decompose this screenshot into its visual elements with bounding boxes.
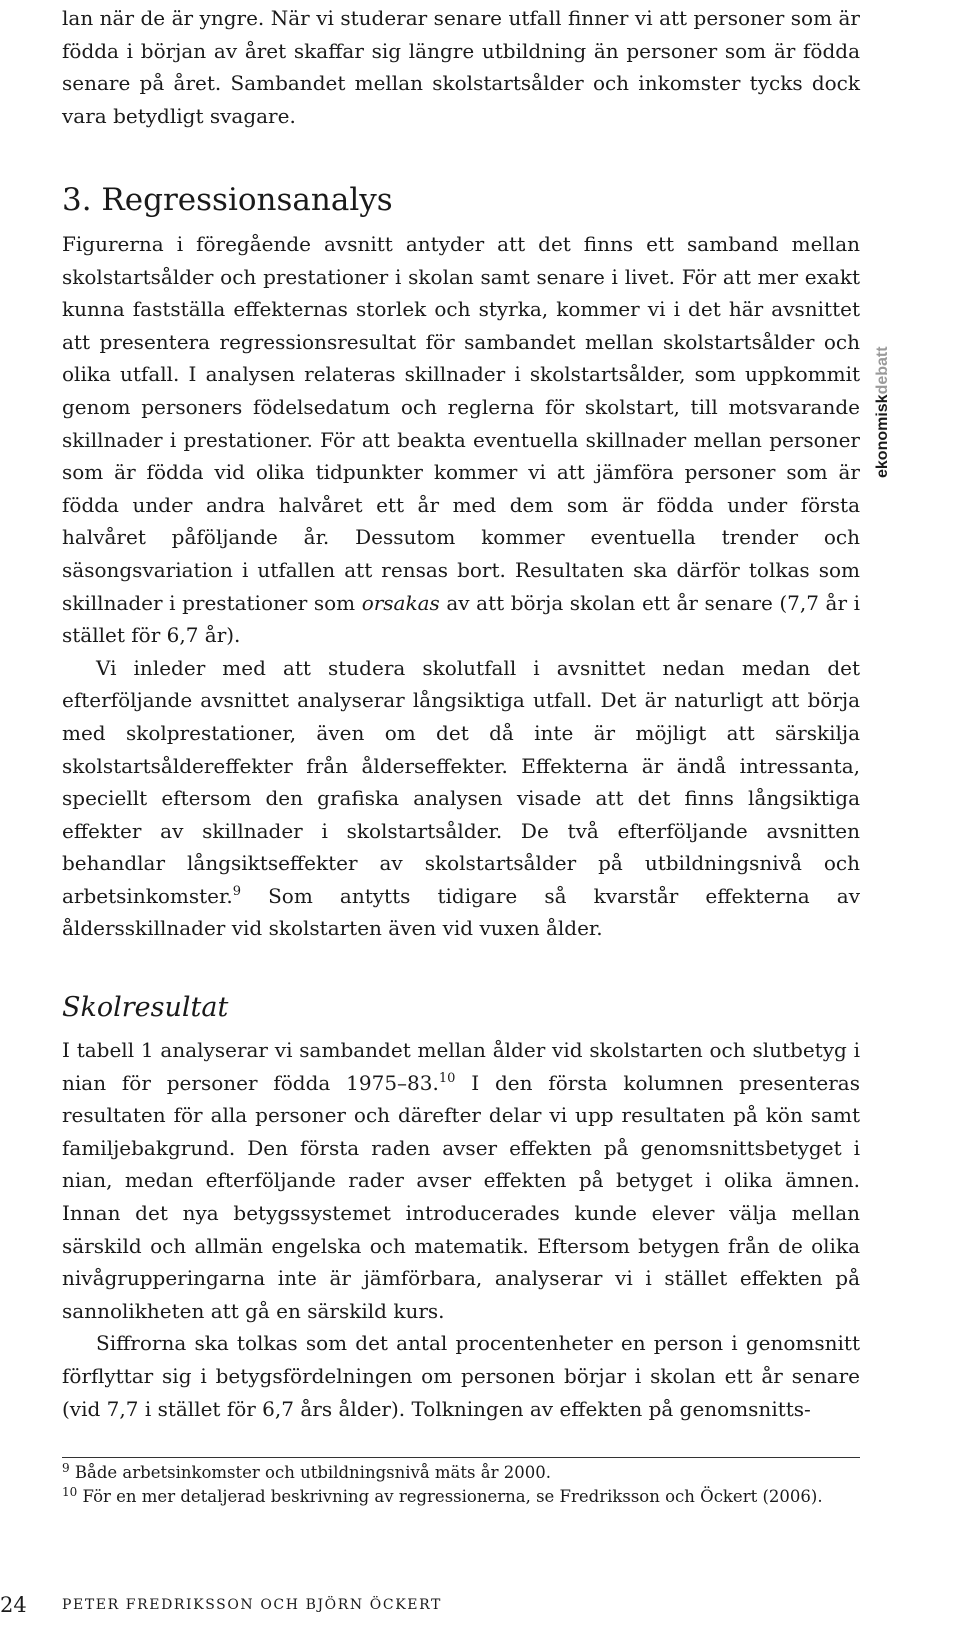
sub-p1-text-a: I tabell 1 analyserar vi sambandet mellan ålder vid skolstarten och slutbetyg i nian för personer födda 1975–83. (62, 1038, 860, 1095)
section-body (62, 228, 860, 945)
running-footer: PETER FREDRIKSSON OCH BJÖRN ÖCKERT (62, 1597, 442, 1613)
section-p1-text-b: av att börja skolan ett år senare (7,7 år i stället för 6,7 år). (62, 590, 860, 648)
section-p2-text-a: Vi inleder med att studera skolutfall i avsnittet nedan medan det efterföljande avsnittet analyserar långsiktiga utfall. Det är naturligt att börja med skolprestationer, även om det då inte är möjligt att särskilja skolstartsåldereffekter från ålderseffekter. Effekterna är ändå intressanta, speciellt eftersom den grafiska analysen visade att det finns långsiktiga effekter av skillnader i skolstartsålder. De två efterföljande avsnitten behandlar långsiktseffekter av skolstartsålder på utbildningsnivå och arbetsinkomster. (62, 655, 860, 908)
sidebar-logo-dark: ekonomisk (874, 394, 891, 478)
footnote-mark: 10 (62, 1485, 78, 1499)
footnote-10 (62, 1486, 860, 1508)
section-heading: 3. Regressionsanalys (62, 182, 393, 218)
footnote-text: För en mer detaljerad beskrivning av regressionerna, se Fredriksson och Öckert (2006). (82, 1487, 823, 1506)
journal-sidebar-logo (872, 278, 896, 478)
footnote-divider (62, 1457, 860, 1458)
page-number: 24 (0, 1593, 27, 1617)
section-paragraph-2 (62, 652, 860, 945)
subsection-heading: Skolresultat (62, 992, 229, 1023)
intro-paragraph: lan när de är yngre. När vi studerar senare utfall finner vi att personer som är födda i början av året skaffar sig längre utbildning än personer som är födda senare på året. Sambandet mellan skolstartsålder och inkomster tycks dock vara betydligt svagare. (62, 6, 860, 128)
footnote-ref-10[interactable]: 10 (438, 1070, 456, 1086)
section-paragraph-1 (62, 228, 860, 652)
footnote-ref-9[interactable]: 9 (232, 883, 241, 899)
subsection-paragraph-2: Siffrorna ska tolkas som det antal procentenheter en person i genomsnitt förflyttar sig i betygsfördelningen om personen börjar i skolan ett år senare (vid 7,7 i stället för 6,7 års ålder). Tolkningen av effekten på genomsnitts- (62, 1331, 860, 1421)
sub-p1-text-b: I den första kolumnen presenteras resultaten för alla personer och därefter delar vi upp resultaten på kön samt familjebakgrund. Den första raden avser effekten på genomsnittsbetyget i nian, medan efterföljande rader avser effekten på betyget i olika ämnen. Innan det nya betygssystemet introducerades kunde elever välja mellan särskild och allmän engelska och matematik. Eftersom betygen från de olika nivågrupperingarna inte är jämförbara, analyserar vi i stället effekten på sannolikheten att gå en särskild kurs. (62, 1070, 860, 1323)
subsection-paragraph-1 (62, 1034, 860, 1327)
section-p1-text-a: Figurerna i föregående avsnitt antyder att det finns ett samband mellan skolstartsålder och prestationer i skolan samt senare i livet. För att mer exakt kunna fastställa effekternas storlek och styrka, kommer vi i det här avsnittet att presentera regressionsresultat för sambandet mellan skolstartsålder och olika utfall. I analysen relateras skillnader i skolstartsålder, som uppkommit genom personers födelsedatum och reglerna för skolstart, till motsvarande skillnader i prestationer. För att beakta eventuella skillnader mellan personer som är födda vid olika tidpunkter kommer vi att jämföra personer som är födda under andra halvåret ett år med dem som är födda under första halvåret påföljande år. Dessutom kommer eventuella trender och säsongsvariation i utfallen att rensas bort. Resultaten ska därför tolkas som skillnader i prestationer som (62, 232, 860, 615)
footnote-text: Både arbetsinkomster och utbildningsnivå mäts år 2000. (74, 1463, 551, 1482)
subsection-body (62, 1034, 860, 1425)
section-p2-text-b: Som antytts tidigare så kvarstår effekterna av åldersskillnader vid skolstarten även vid vuxen ålder. (62, 883, 860, 941)
footnote-mark: 9 (62, 1461, 70, 1475)
section-p1-italic: orsakas (361, 590, 440, 615)
footnote-9 (62, 1462, 860, 1484)
sidebar-logo-light: debatt (874, 346, 891, 395)
